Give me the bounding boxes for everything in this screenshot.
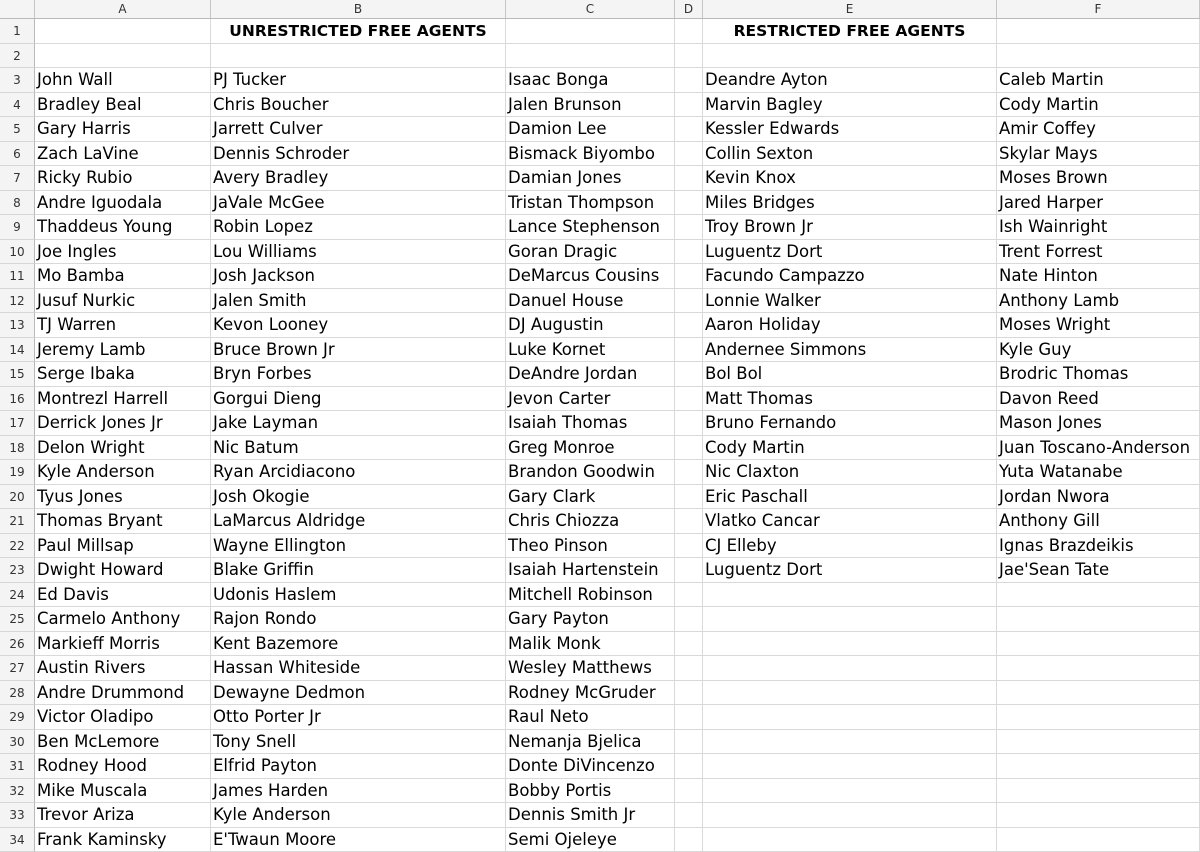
cell-f28[interactable] [997,681,1200,706]
cell-c14[interactable]: Luke Kornet [506,338,675,363]
table-row [0,485,1200,510]
table-row [0,803,1200,828]
table-row [0,705,1200,730]
cell-a29[interactable]: Victor Oladipo [35,705,211,730]
cell-c18[interactable]: Greg Monroe [506,436,675,461]
cell-e34[interactable] [703,828,997,852]
cell-c33[interactable]: Dennis Smith Jr [506,803,675,828]
cell-a34[interactable]: Frank Kaminsky [35,828,211,852]
row-header[interactable]: 12 [0,289,35,314]
row-header[interactable]: 14 [0,338,35,363]
column-header-c[interactable]: C [506,0,675,18]
table-row [0,681,1200,706]
cell-a20[interactable]: Tyus Jones [35,485,211,510]
cell-b26[interactable]: Kent Bazemore [211,632,506,657]
cell-a13[interactable]: TJ Warren [35,313,211,338]
column-header-f[interactable]: F [997,0,1200,18]
cell-d4[interactable] [675,93,703,118]
table-row [0,93,1200,118]
cell-b24[interactable]: Udonis Haslem [211,583,506,608]
cell-f9[interactable]: Ish Wainright [997,215,1200,240]
cell-e13[interactable]: Aaron Holiday [703,313,997,338]
cell-b28[interactable]: Dewayne Dedmon [211,681,506,706]
cell-e12[interactable]: Lonnie Walker [703,289,997,314]
table-row [0,460,1200,485]
cell-d7[interactable] [675,166,703,191]
cell-d18[interactable] [675,436,703,461]
table-row [0,411,1200,436]
cell-c11[interactable]: DeMarcus Cousins [506,264,675,289]
cell-f21[interactable]: Anthony Gill [997,509,1200,534]
cell-b11[interactable]: Josh Jackson [211,264,506,289]
row-header[interactable]: 18 [0,436,35,461]
cell-c27[interactable]: Wesley Matthews [506,656,675,681]
cell-f11[interactable]: Nate Hinton [997,264,1200,289]
cell-f13[interactable]: Moses Wright [997,313,1200,338]
cell-b18[interactable]: Nic Batum [211,436,506,461]
cell-a16[interactable]: Montrezl Harrell [35,387,211,412]
cell-c4[interactable]: Jalen Brunson [506,93,675,118]
cell-e25[interactable] [703,607,997,632]
cell-e18[interactable]: Cody Martin [703,436,997,461]
row-header[interactable]: 23 [0,558,35,583]
table-row [0,191,1200,216]
cell-d17[interactable] [675,411,703,436]
cell-f23[interactable]: Jae'Sean Tate [997,558,1200,583]
row-header[interactable]: 24 [0,583,35,608]
cell-d27[interactable] [675,656,703,681]
cell-d5[interactable] [675,117,703,142]
cell-c13[interactable]: DJ Augustin [506,313,675,338]
cell-a12[interactable]: Jusuf Nurkic [35,289,211,314]
row-header[interactable]: 2 [0,44,35,69]
cell-d20[interactable] [675,485,703,510]
cell-b19[interactable]: Ryan Arcidiacono [211,460,506,485]
table-row [0,583,1200,608]
cell-b17[interactable]: Jake Layman [211,411,506,436]
cell-c29[interactable]: Raul Neto [506,705,675,730]
table-row [0,730,1200,755]
cell-c21[interactable]: Chris Chiozza [506,509,675,534]
column-header-e[interactable]: E [703,0,997,18]
cell-d33[interactable] [675,803,703,828]
cell-d12[interactable] [675,289,703,314]
table-row [0,656,1200,681]
cell-b13[interactable]: Kevon Looney [211,313,506,338]
cell-e19[interactable]: Nic Claxton [703,460,997,485]
row-header[interactable]: 1 [0,19,35,44]
cell-b14[interactable]: Bruce Brown Jr [211,338,506,363]
cell-f3[interactable]: Caleb Martin [997,68,1200,93]
cell-c23[interactable]: Isaiah Hartenstein [506,558,675,583]
cell-d2[interactable] [675,44,703,69]
table-row [0,240,1200,265]
cell-f10[interactable]: Trent Forrest [997,240,1200,265]
cell-a30[interactable]: Ben McLemore [35,730,211,755]
table-row [0,362,1200,387]
cell-e16[interactable]: Matt Thomas [703,387,997,412]
cell-a7[interactable]: Ricky Rubio [35,166,211,191]
cell-a14[interactable]: Jeremy Lamb [35,338,211,363]
cell-f5[interactable]: Amir Coffey [997,117,1200,142]
cell-b10[interactable]: Lou Williams [211,240,506,265]
cell-a25[interactable]: Carmelo Anthony [35,607,211,632]
cell-b34[interactable]: E'Twaun Moore [211,828,506,852]
table-row [0,338,1200,363]
cell-e6[interactable]: Collin Sexton [703,142,997,167]
cell-b12[interactable]: Jalen Smith [211,289,506,314]
cell-e9[interactable]: Troy Brown Jr [703,215,997,240]
row-header[interactable]: 7 [0,166,35,191]
row-header[interactable]: 10 [0,240,35,265]
cell-a33[interactable]: Trevor Ariza [35,803,211,828]
row-header[interactable]: 30 [0,730,35,755]
cell-b4[interactable]: Chris Boucher [211,93,506,118]
row-header[interactable]: 16 [0,387,35,412]
cell-a3[interactable]: John Wall [35,68,211,93]
cell-b6[interactable]: Dennis Schroder [211,142,506,167]
cell-a6[interactable]: Zach LaVine [35,142,211,167]
cell-c20[interactable]: Gary Clark [506,485,675,510]
row-header[interactable]: 5 [0,117,35,142]
cell-e14[interactable]: Andernee Simmons [703,338,997,363]
cell-a18[interactable]: Delon Wright [35,436,211,461]
cell-a27[interactable]: Austin Rivers [35,656,211,681]
cell-f34[interactable] [997,828,1200,852]
cell-d11[interactable] [675,264,703,289]
cell-e8[interactable]: Miles Bridges [703,191,997,216]
cell-d16[interactable] [675,387,703,412]
cell-f26[interactable] [997,632,1200,657]
cell-b8[interactable]: JaVale McGee [211,191,506,216]
table-row [0,558,1200,583]
cell-c6[interactable]: Bismack Biyombo [506,142,675,167]
table-row [0,44,1200,69]
cell-c3[interactable]: Isaac Bonga [506,68,675,93]
cell-a22[interactable]: Paul Millsap [35,534,211,559]
cell-e3[interactable]: Deandre Ayton [703,68,997,93]
cell-c30[interactable]: Nemanja Bjelica [506,730,675,755]
cell-e4[interactable]: Marvin Bagley [703,93,997,118]
cell-e26[interactable] [703,632,997,657]
table-row [0,289,1200,314]
cell-e28[interactable] [703,681,997,706]
cell-c32[interactable]: Bobby Portis [506,779,675,804]
cell-c17[interactable]: Isaiah Thomas [506,411,675,436]
row-header[interactable]: 28 [0,681,35,706]
cell-f30[interactable] [997,730,1200,755]
table-row [0,509,1200,534]
cell-e30[interactable] [703,730,997,755]
table-row [0,387,1200,412]
cell-d28[interactable] [675,681,703,706]
cell-e21[interactable]: Vlatko Cancar [703,509,997,534]
cell-f16[interactable]: Davon Reed [997,387,1200,412]
cell-b20[interactable]: Josh Okogie [211,485,506,510]
cell-e31[interactable] [703,754,997,779]
cell-e32[interactable] [703,779,997,804]
cell-b30[interactable]: Tony Snell [211,730,506,755]
row-header[interactable]: 25 [0,607,35,632]
cell-d31[interactable] [675,754,703,779]
cell-a21[interactable]: Thomas Bryant [35,509,211,534]
cell-e29[interactable] [703,705,997,730]
cell-a32[interactable]: Mike Muscala [35,779,211,804]
row-header[interactable]: 13 [0,313,35,338]
cell-d19[interactable] [675,460,703,485]
cell-c16[interactable]: Jevon Carter [506,387,675,412]
cell-b31[interactable]: Elfrid Payton [211,754,506,779]
cell-f31[interactable] [997,754,1200,779]
cell-d9[interactable] [675,215,703,240]
cell-d34[interactable] [675,828,703,852]
cell-e17[interactable]: Bruno Fernando [703,411,997,436]
cell-d21[interactable] [675,509,703,534]
table-row [0,828,1200,852]
row-header[interactable]: 22 [0,534,35,559]
cell-a24[interactable]: Ed Davis [35,583,211,608]
cell-b29[interactable]: Otto Porter Jr [211,705,506,730]
table-row [0,779,1200,804]
cell-a15[interactable]: Serge Ibaka [35,362,211,387]
cell-b9[interactable]: Robin Lopez [211,215,506,240]
row-header[interactable]: 3 [0,68,35,93]
cell-c9[interactable]: Lance Stephenson [506,215,675,240]
table-row [0,534,1200,559]
column-header-d[interactable]: D [675,0,703,18]
cell-e7[interactable]: Kevin Knox [703,166,997,191]
cell-d6[interactable] [675,142,703,167]
column-header-b[interactable]: B [211,0,506,18]
cell-b16[interactable]: Gorgui Dieng [211,387,506,412]
cell-d30[interactable] [675,730,703,755]
cell-e33[interactable] [703,803,997,828]
cell-f7[interactable]: Moses Brown [997,166,1200,191]
row-header[interactable]: 19 [0,460,35,485]
table-row [0,313,1200,338]
row-header[interactable]: 20 [0,485,35,510]
cell-e20[interactable]: Eric Paschall [703,485,997,510]
cell-c25[interactable]: Gary Payton [506,607,675,632]
select-all-corner[interactable] [0,0,35,18]
cell-b23[interactable]: Blake Griffin [211,558,506,583]
cell-a17[interactable]: Derrick Jones Jr [35,411,211,436]
cell-f15[interactable]: Brodric Thomas [997,362,1200,387]
cell-b5[interactable]: Jarrett Culver [211,117,506,142]
cell-e27[interactable] [703,656,997,681]
cell-e23[interactable]: Luguentz Dort [703,558,997,583]
cell-b7[interactable]: Avery Bradley [211,166,506,191]
row-header[interactable]: 9 [0,215,35,240]
cell-d1[interactable] [675,19,703,44]
row-header[interactable]: 32 [0,779,35,804]
cell-c7[interactable]: Damian Jones [506,166,675,191]
cell-c15[interactable]: DeAndre Jordan [506,362,675,387]
cell-b33[interactable]: Kyle Anderson [211,803,506,828]
sheet-rows [0,19,1200,852]
cell-e22[interactable]: CJ Elleby [703,534,997,559]
cell-e5[interactable]: Kessler Edwards [703,117,997,142]
cell-f12[interactable]: Anthony Lamb [997,289,1200,314]
cell-b27[interactable]: Hassan Whiteside [211,656,506,681]
cell-a10[interactable]: Joe Ingles [35,240,211,265]
cell-c28[interactable]: Rodney McGruder [506,681,675,706]
cell-d32[interactable] [675,779,703,804]
cell-f19[interactable]: Yuta Watanabe [997,460,1200,485]
cell-f18[interactable]: Juan Toscano-Anderson [997,436,1200,461]
row-header[interactable]: 34 [0,828,35,852]
cell-b32[interactable]: James Harden [211,779,506,804]
row-header[interactable]: 21 [0,509,35,534]
row-header[interactable]: 31 [0,754,35,779]
row-header[interactable]: 29 [0,705,35,730]
cell-f25[interactable] [997,607,1200,632]
cell-a26[interactable]: Markieff Morris [35,632,211,657]
cell-d15[interactable] [675,362,703,387]
cell-a2[interactable] [35,44,211,69]
cell-c8[interactable]: Tristan Thompson [506,191,675,216]
cell-d25[interactable] [675,607,703,632]
cell-d3[interactable] [675,68,703,93]
cell-f32[interactable] [997,779,1200,804]
cell-c22[interactable]: Theo Pinson [506,534,675,559]
cell-f27[interactable] [997,656,1200,681]
cell-f33[interactable] [997,803,1200,828]
cell-c24[interactable]: Mitchell Robinson [506,583,675,608]
cell-a4[interactable]: Bradley Beal [35,93,211,118]
cell-c31[interactable]: Donte DiVincenzo [506,754,675,779]
cell-e24[interactable] [703,583,997,608]
cell-b2[interactable] [211,44,506,69]
cell-f1[interactable] [997,19,1200,44]
cell-d8[interactable] [675,191,703,216]
cell-b1[interactable]: UNRESTRICTED FREE AGENTS [211,19,506,44]
cell-b15[interactable]: Bryn Forbes [211,362,506,387]
cell-d22[interactable] [675,534,703,559]
cell-a28[interactable]: Andre Drummond [35,681,211,706]
cell-a1[interactable] [35,19,211,44]
cell-d10[interactable] [675,240,703,265]
cell-e1[interactable]: RESTRICTED FREE AGENTS [703,19,997,44]
cell-c26[interactable]: Malik Monk [506,632,675,657]
cell-d23[interactable] [675,558,703,583]
cell-f24[interactable] [997,583,1200,608]
row-header[interactable]: 26 [0,632,35,657]
cell-a19[interactable]: Kyle Anderson [35,460,211,485]
table-row [0,264,1200,289]
cell-c19[interactable]: Brandon Goodwin [506,460,675,485]
cell-e10[interactable]: Luguentz Dort [703,240,997,265]
table-row [0,142,1200,167]
cell-f2[interactable] [997,44,1200,69]
row-header[interactable]: 4 [0,93,35,118]
cell-b3[interactable]: PJ Tucker [211,68,506,93]
row-header[interactable]: 17 [0,411,35,436]
row-header[interactable]: 15 [0,362,35,387]
cell-b22[interactable]: Wayne Ellington [211,534,506,559]
column-header-a[interactable]: A [35,0,211,18]
table-row [0,607,1200,632]
cell-f29[interactable] [997,705,1200,730]
cell-e15[interactable]: Bol Bol [703,362,997,387]
cell-b21[interactable]: LaMarcus Aldridge [211,509,506,534]
cell-d26[interactable] [675,632,703,657]
cell-a8[interactable]: Andre Iguodala [35,191,211,216]
table-row [0,117,1200,142]
cell-e2[interactable] [703,44,997,69]
cell-a31[interactable]: Rodney Hood [35,754,211,779]
table-row [0,754,1200,779]
cell-e11[interactable]: Facundo Campazzo [703,264,997,289]
cell-a11[interactable]: Mo Bamba [35,264,211,289]
cell-c1[interactable] [506,19,675,44]
cell-f4[interactable]: Cody Martin [997,93,1200,118]
cell-d13[interactable] [675,313,703,338]
cell-f6[interactable]: Skylar Mays [997,142,1200,167]
cell-f22[interactable]: Ignas Brazdeikis [997,534,1200,559]
cell-c2[interactable] [506,44,675,69]
cell-c10[interactable]: Goran Dragic [506,240,675,265]
table-row [0,166,1200,191]
cell-d24[interactable] [675,583,703,608]
table-row [0,436,1200,461]
row-header[interactable]: 11 [0,264,35,289]
cell-f8[interactable]: Jared Harper [997,191,1200,216]
cell-d14[interactable] [675,338,703,363]
cell-a9[interactable]: Thaddeus Young [35,215,211,240]
cell-a23[interactable]: Dwight Howard [35,558,211,583]
cell-b25[interactable]: Rajon Rondo [211,607,506,632]
row-header[interactable]: 6 [0,142,35,167]
cell-d29[interactable] [675,705,703,730]
column-header-row [0,0,1200,19]
cell-f20[interactable]: Jordan Nwora [997,485,1200,510]
row-header[interactable]: 8 [0,191,35,216]
cell-a5[interactable]: Gary Harris [35,117,211,142]
table-row [0,19,1200,44]
row-header[interactable]: 33 [0,803,35,828]
row-header[interactable]: 27 [0,656,35,681]
cell-f14[interactable]: Kyle Guy [997,338,1200,363]
table-row [0,68,1200,93]
table-row [0,632,1200,657]
cell-f17[interactable]: Mason Jones [997,411,1200,436]
cell-c12[interactable]: Danuel House [506,289,675,314]
cell-c34[interactable]: Semi Ojeleye [506,828,675,852]
cell-c5[interactable]: Damion Lee [506,117,675,142]
table-row [0,215,1200,240]
